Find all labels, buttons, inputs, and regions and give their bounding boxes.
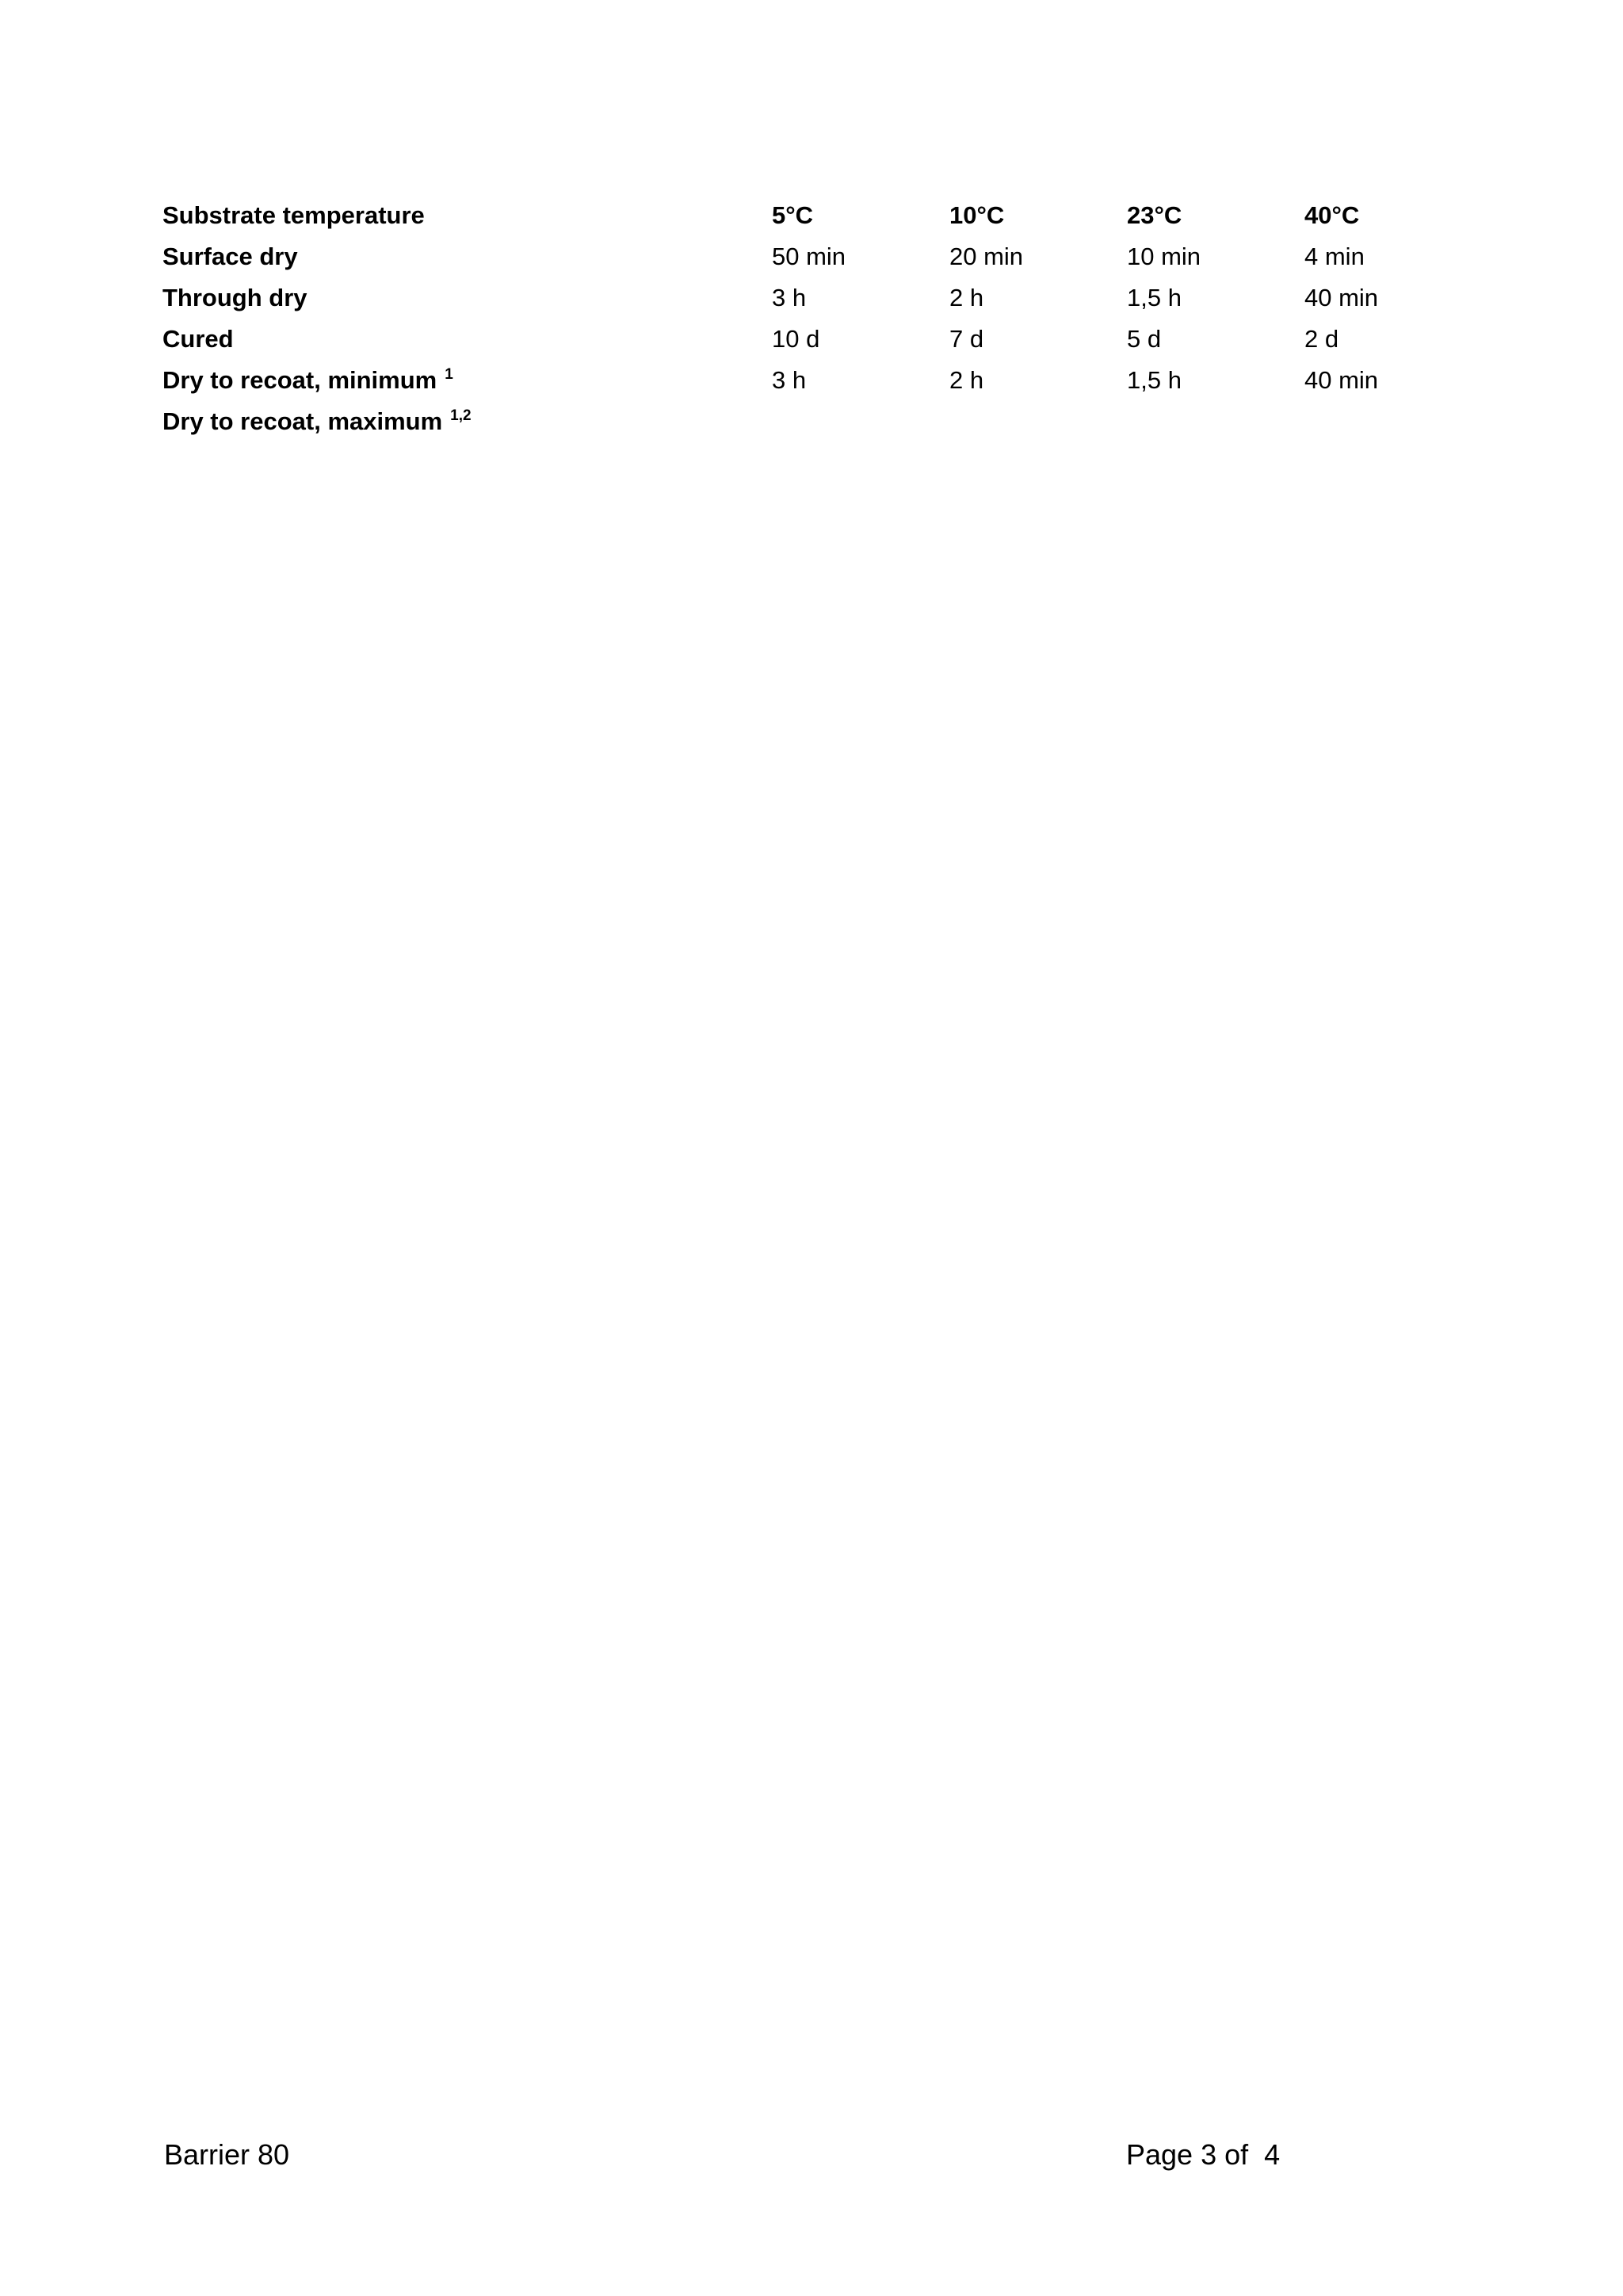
row-label [162, 366, 772, 407]
table-cell: 40 min [1304, 366, 1379, 394]
table-row [162, 366, 1482, 407]
table-row [162, 325, 1482, 366]
header-temp-5: 5°C [772, 201, 814, 229]
table-cell: 1,5 h [1127, 366, 1182, 394]
table-row [162, 407, 1482, 449]
row-label [162, 284, 772, 325]
row-label-text: Cured [162, 325, 234, 353]
table-cell: 50 min [772, 243, 846, 270]
drying-time-table [162, 201, 1482, 449]
table-cell: 1,5 h [1127, 284, 1182, 311]
table-cell: 3 h [772, 284, 807, 311]
table-cell: 2 h [949, 284, 984, 311]
row-label [162, 325, 772, 366]
row-label-text: Dry to recoat, maximum [162, 407, 443, 435]
footer-product-name: Barrier 80 [164, 2138, 290, 2171]
table-cell [1304, 407, 1482, 449]
table-row [162, 243, 1482, 284]
table-cell: 2 h [949, 366, 984, 394]
table-header-row [162, 201, 1482, 243]
footnote-marker: 1,2 [450, 407, 472, 424]
table-cell: 7 d [949, 325, 984, 353]
table-cell: 10 d [772, 325, 820, 353]
table-cell: 2 d [1304, 325, 1339, 353]
header-label: Substrate temperature [162, 201, 425, 229]
table-cell: 10 min [1127, 243, 1201, 270]
table-cell: 20 min [949, 243, 1024, 270]
table-cell: 5 d [1127, 325, 1162, 353]
footer-page-number: Page 3 of 4 [1126, 2138, 1281, 2171]
table-cell: 3 h [772, 366, 807, 394]
footnote-marker: 1 [445, 366, 453, 383]
row-label-text: Dry to recoat, minimum [162, 366, 437, 394]
table-cell: 4 min [1304, 243, 1365, 270]
header-temp-40: 40°C [1304, 201, 1360, 229]
header-temp-10: 10°C [949, 201, 1005, 229]
row-label-text: Surface dry [162, 243, 298, 270]
row-label [162, 243, 772, 284]
row-label-text: Through dry [162, 284, 307, 311]
table-cell [772, 407, 949, 449]
table-cell [949, 407, 1127, 449]
header-temp-23: 23°C [1127, 201, 1182, 229]
table-row [162, 284, 1482, 325]
table-cell [1127, 407, 1304, 449]
row-label [162, 407, 772, 449]
table-cell: 40 min [1304, 284, 1379, 311]
